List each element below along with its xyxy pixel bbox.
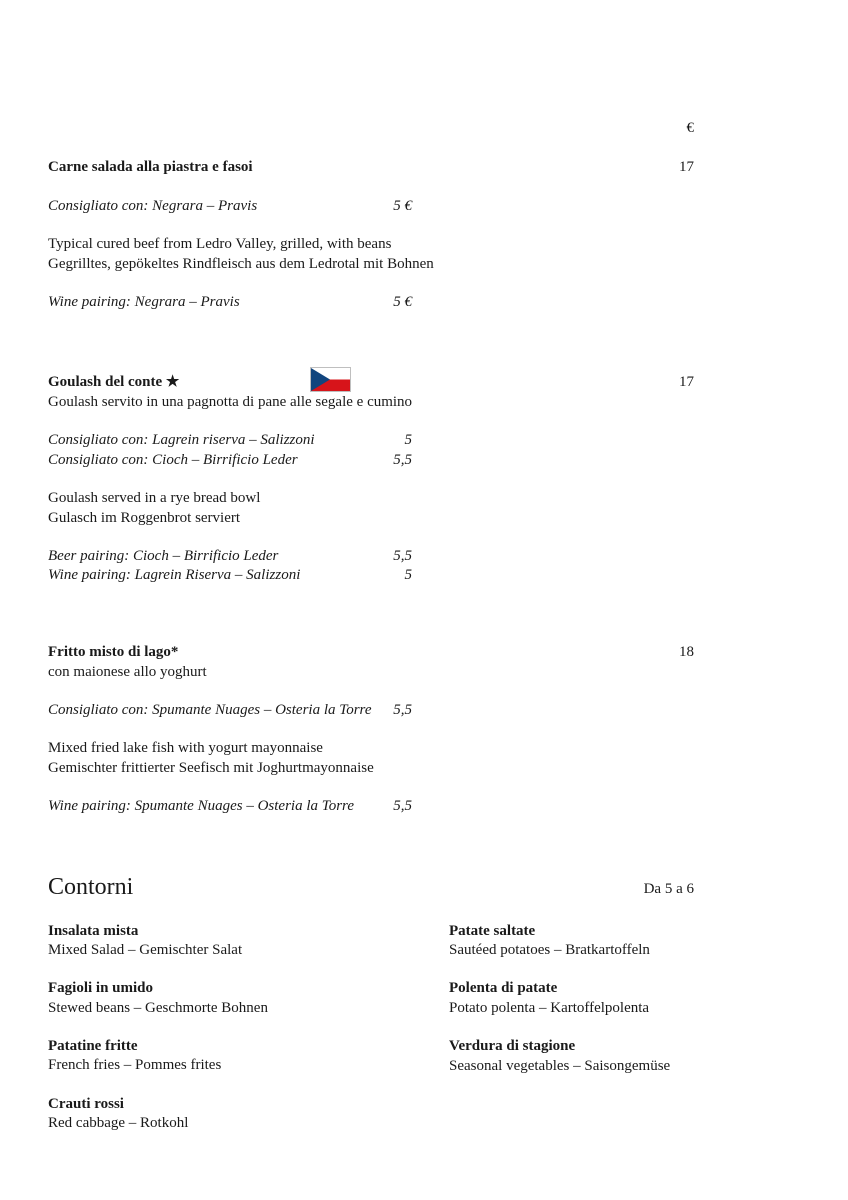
pairing-it-label: Consigliato con: Cioch – Birrificio Leder xyxy=(48,452,298,468)
side-item-name: Polenta di patate xyxy=(449,980,558,996)
desc-en: Mixed fried lake fish with yogurt mayonnaise xyxy=(48,740,323,756)
dish-name: Carne salada alla piastra e fasoi xyxy=(48,159,253,175)
side-item-name: Patatine fritte xyxy=(48,1038,138,1054)
dish-price: 17 xyxy=(679,374,694,390)
pairing-en-label: Wine pairing: Negrara – Pravis xyxy=(48,294,240,310)
pairing-it-price: 5,5 xyxy=(393,452,412,468)
side-item-name: Verdura di stagione xyxy=(449,1038,576,1054)
side-item-name: Fagioli in umido xyxy=(48,980,154,996)
side-item-desc: Potato polenta – Kartoffelpolenta xyxy=(449,1000,650,1016)
pairing-it-price: 5,5 xyxy=(393,702,412,718)
section-price-range: Da 5 a 6 xyxy=(643,881,694,897)
pairing-it-label: Consigliato con: Lagrein riserva – Salizzoni xyxy=(48,432,315,448)
pairing-en-label: Wine pairing: Spumante Nuages – Osteria la Torre xyxy=(48,798,354,814)
pairing-it-price: 5 xyxy=(404,432,412,448)
pairing-en-label: Beer pairing: Cioch – Birrificio Leder xyxy=(48,548,279,564)
pairing-en-price: 5,5 xyxy=(393,798,412,814)
pairing-it-label: Consigliato con: Negrara – Pravis xyxy=(48,198,258,214)
side-item-desc: French fries – Pommes frites xyxy=(48,1057,222,1073)
desc-en: Typical cured beef from Ledro Valley, grilled, with beans xyxy=(48,236,392,252)
desc-de: Gegrilltes, gepökeltes Rindfleisch aus dem Ledrotal mit Bohnen xyxy=(48,256,434,272)
side-item-name: Insalata mista xyxy=(48,923,139,939)
dish-name: Fritto misto di lago* xyxy=(48,644,179,660)
pairing-it-label: Consigliato con: Spumante Nuages – Osteria la Torre xyxy=(48,702,372,718)
dish-subtitle: con maionese allo yoghurt xyxy=(48,664,207,680)
pairing-en-price: 5 € xyxy=(393,294,412,310)
side-item-desc: Seasonal vegetables – Saisongemüse xyxy=(449,1058,671,1074)
czech-flag-icon xyxy=(310,367,351,392)
side-item-desc: Red cabbage – Rotkohl xyxy=(48,1115,189,1131)
dish-price: 17 xyxy=(679,159,694,175)
dish-subtitle: Goulash servito in una pagnotta di pane alle segale e cumino xyxy=(48,394,413,410)
side-item-name: Crauti rossi xyxy=(48,1096,124,1112)
desc-en: Goulash served in a rye bread bowl xyxy=(48,490,261,506)
desc-de: Gemischter frittierter Seefisch mit Joghurtmayonnaise xyxy=(48,760,374,776)
currency-header: € xyxy=(686,120,694,136)
pairing-en-price: 5 xyxy=(404,567,412,583)
pairing-en-label: Wine pairing: Lagrein Riserva – Salizzoni xyxy=(48,567,301,583)
side-item-desc: Sautéed potatoes – Bratkartoffeln xyxy=(449,942,650,958)
dish-name: Goulash del conte ★ xyxy=(48,374,180,390)
side-item-name: Patate saltate xyxy=(449,923,536,939)
side-item-desc: Mixed Salad – Gemischter Salat xyxy=(48,942,243,958)
side-item-desc: Stewed beans – Geschmorte Bohnen xyxy=(48,1000,268,1016)
pairing-it-price: 5 € xyxy=(393,198,412,214)
desc-de: Gulasch im Roggenbrot serviert xyxy=(48,510,241,526)
section-title: Contorni xyxy=(48,874,134,900)
pairing-en-price: 5,5 xyxy=(393,548,412,564)
dish-price: 18 xyxy=(679,644,694,660)
